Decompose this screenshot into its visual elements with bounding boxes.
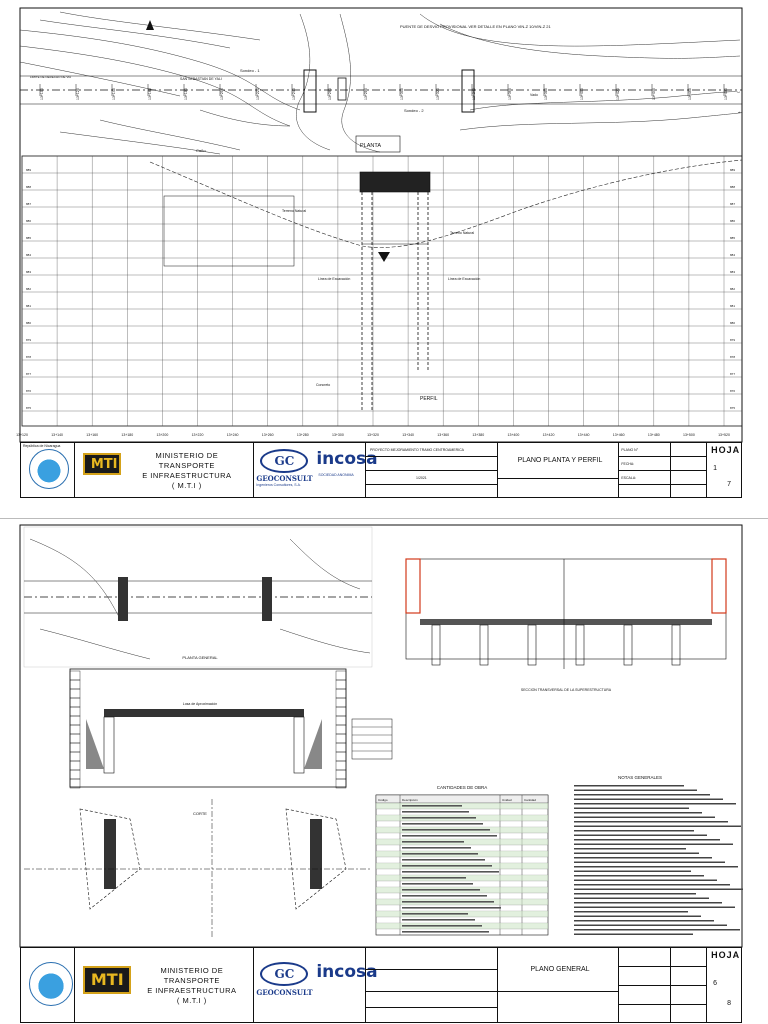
qty-row-desc-18 [402,913,468,915]
hoja-total: 7 [727,481,732,488]
republic-label: República de Nicaragua [23,444,61,448]
elev-left-8: 882 [26,287,32,291]
hoja-cell [707,443,741,497]
plane-title-2-row [498,948,619,992]
ministry-line-1: MINISTERIO DE TRANSPORTE [155,451,219,470]
note-line-21 [574,880,717,882]
water-level-icon [378,252,390,262]
sondeo-1-label: Sondeo - 1 [240,68,260,73]
wingwall-core-0 [104,819,116,889]
elev-right-1: 889 [730,168,736,172]
elev-right-9: 881 [730,304,736,308]
elev-left-4: 886 [26,219,32,223]
note-line-29 [574,916,701,918]
plane-title-2: PLANO GENERAL [530,966,590,973]
note-line-8 [574,821,728,823]
elev-right-15: 875 [730,406,736,410]
plan2-abutment-left [118,577,128,621]
info-row-1 [619,443,670,457]
elev-right-12: 878 [730,355,736,359]
note-line-32 [574,929,740,931]
note-line-12 [574,839,720,841]
qty-header-2: Unidad [502,798,512,802]
station-tag-3: 13+160 [148,88,152,100]
qty-row-desc-9 [402,859,485,861]
station-label-8: 13+280 [296,433,309,437]
note-line-25 [574,898,709,900]
pier [338,78,346,100]
hoja-label: HOJA [711,445,741,455]
qty-row-desc-2 [402,817,476,819]
plane-title-row [498,443,619,479]
ministry-2-line-1: MINISTERIO DE TRANSPORTE [160,966,224,985]
note-line-24 [574,893,696,895]
topo-contour-4 [60,12,260,40]
section-scale-right-0 [336,671,346,680]
drawing-sheet-plan-profile [0,0,768,500]
qty-row-desc-10 [402,865,492,867]
section-scale-right-10 [336,761,346,770]
qty-row-desc-19 [402,919,475,921]
nicaragua-seal-icon [29,449,69,489]
station-label-0: 13+120 [16,433,28,437]
note-line-11 [574,835,707,837]
qty-header-0: Código [378,798,388,802]
fecha-label: FECHA: [621,462,635,466]
title-block-info-cell-b [671,443,707,497]
qty-row-desc-16 [402,901,494,903]
geoconsult-logo-icon: GC [260,449,308,473]
incosa-logo-2: incosa [316,962,378,982]
sheet2-border [20,525,742,947]
station-label-6: 13+240 [226,433,239,437]
info2-row-b2 [671,967,706,986]
section-scale-left-2 [70,689,80,698]
ministry-line-3: ( M.T.I ) [171,481,202,490]
station-tag-5: 13+200 [220,88,224,100]
title-block-info-cell-a [619,443,671,497]
info2-row-3 [619,986,670,1005]
geoconsult-logo-icon-2: GC [260,962,308,986]
info2-row-b1 [671,948,706,967]
terreno-label-right: Terreno Natural [450,231,475,235]
qty-row-desc-8 [402,853,478,855]
qty-header-1: Descripción [402,798,418,802]
section-scale-right-5 [336,716,346,725]
qty-row-desc-3 [402,823,483,825]
topo-contour-7 [420,14,740,46]
title-block-seal-cell [21,443,75,497]
elev-left-2: 888 [26,185,32,189]
section-scale-left-11 [70,770,80,779]
section-frame [70,669,346,787]
section-scale-left-3 [70,698,80,707]
note-line-0 [574,785,684,787]
elev-left-6: 884 [26,253,32,257]
note-line-28 [574,911,688,913]
qty-row-desc-21 [402,931,489,933]
section-scale-left-4 [70,707,80,716]
station-label-5: 13+220 [191,433,204,437]
section-wall-left [104,717,114,773]
elev-left-7: 883 [26,270,32,274]
station-label-2: 13+160 [86,433,99,437]
qty-row-desc-14 [402,889,480,891]
info2-row-b3 [671,986,706,1005]
qty-row-desc-11 [402,871,499,873]
elev-left-9: 881 [26,304,32,308]
station-tag-10: 13+300 [400,88,404,100]
qty-row-desc-0 [402,805,462,807]
section-scale-right-9 [336,752,346,761]
note-line-27 [574,907,735,909]
note-line-10 [574,830,694,832]
station-tag-7: 13+240 [292,88,296,100]
perfil-title: PERFIL [420,396,438,402]
info-row-b2 [671,457,706,471]
station-label-15: 13+420 [542,433,555,437]
plan-note-top: PUENTE DE DESVIO PROVISIONAL VER DETALLE EN PLANO VIN-Z 10/VIN-Z 21 [400,24,551,29]
title-block-ministry-cell [75,443,255,497]
mti-logo-icon-2: MTI [83,966,131,994]
plane-title: PLANO PLANTA Y PERFIL [517,457,603,464]
station-label-11: 13+340 [402,433,414,437]
super-title: SECCION TRANSVERSAL DE LA SUPERESTRUCTURA [520,688,612,692]
elev-left-11: 879 [26,338,32,342]
station-label-20: 13+520 [718,433,730,437]
station-tag-9: 13+280 [364,88,368,100]
geoconsult-subtitle: Ingenieros Consultores, S.A. [256,483,301,487]
title-block-2-ministry-cell [75,948,255,1022]
note-line-18 [574,866,738,868]
geoconsult-name: GEOCONSULT [256,474,313,483]
elev-right-6: 884 [730,253,736,257]
qty-row-desc-6 [402,841,464,843]
elev-right-14: 876 [730,389,736,393]
note-line-15 [574,853,699,855]
ministry-2-line-3: ( M.T.I ) [176,996,207,1005]
note-line-16 [574,857,712,859]
note-line-9 [574,826,741,828]
station-label-13: 13+380 [472,433,485,437]
title-block-plane-title-cell [498,443,620,497]
station-tag-16: 13+420 [616,88,620,100]
station-tag-2: 13+140 [112,88,116,100]
ministry-name [127,451,247,491]
geoconsult-name-2: GEOCONSULT [256,988,313,997]
station-tag-17: 13+440 [652,88,656,100]
project-2-row-c [366,992,497,1008]
escala-label: ESCALA: [621,476,637,480]
topo-contour-3 [40,20,230,48]
plan2-abutment-right [262,577,272,621]
note-line-4 [574,803,736,805]
san-sebastian-label: SAN SEBASTIAN DE YALI [180,77,222,81]
note-line-33 [574,934,693,936]
section-scale-right-8 [336,743,346,752]
qty-row-desc-4 [402,829,490,831]
topo-contour-8 [440,24,740,58]
project-row [366,443,497,457]
elev-right-3: 887 [730,202,736,206]
station-tag-15: 13+400 [580,88,584,100]
note-line-14 [574,848,686,850]
note-line-31 [574,925,727,927]
title-block-2-info-b [671,948,707,1022]
topo-contour-2 [20,62,180,96]
wingwall-core-1 [310,819,322,889]
ministry-name-2 [133,966,251,1006]
station-tag-11: 13+320 [436,88,440,100]
station-tag-4: 13+180 [184,88,188,100]
info-row-b1 [671,443,706,457]
topo-contour-13 [200,110,290,126]
project-2-row [366,948,497,970]
note-line-26 [574,902,722,904]
detail-frame [164,196,294,266]
note-line-30 [574,920,714,922]
railing-left [406,559,420,613]
station-tag-1: 13+120 [76,88,80,100]
title-block-2-project-cell [366,948,498,1022]
title-block-2-plane-title-cell [498,948,620,1022]
section-fill-right [304,719,322,769]
ministry-line-2: E INFRAESTRUCTURA [142,471,232,480]
profile-frame [22,156,742,426]
section-scale-right-7 [336,734,346,743]
info-row-b3 [671,471,706,485]
station-tag-12: 13+340 [472,88,476,100]
station-label-3: 13+180 [121,433,134,437]
project-name: PROYECTO MEJORAMIENTO TRAMO CENTROAMERICA [370,448,464,452]
incosa-logo: incosa [316,449,378,469]
note-line-2 [574,794,710,796]
section-scale-right-4 [336,707,346,716]
cano-label: Caño [196,148,206,153]
section-scale-left-7 [70,734,80,743]
title-block-2-consultant-cell [254,948,378,1022]
info2-row-2 [619,967,670,986]
qty-header-3: Cantidad [524,798,537,802]
elev-left-13: 877 [26,372,32,376]
elev-right-2: 888 [730,185,736,189]
note-line-23 [574,889,743,891]
station-label-16: 13+440 [577,433,590,437]
legend-box [352,719,392,759]
elev-right-7: 883 [730,270,736,274]
section-scale-left-9 [70,752,80,761]
info2-row-1 [619,948,670,967]
section-scale-right-3 [336,698,346,707]
title-block-2 [20,947,742,1023]
hoja-label-2: HOJA [711,950,741,960]
note-line-17 [574,862,725,864]
elev-right-13: 877 [730,372,736,376]
station-label-10: 13+320 [367,433,379,437]
plan2-contour-3 [280,629,370,653]
topo-contour-10 [460,112,741,130]
project-2-row-b [366,970,497,992]
railing-right [712,559,726,613]
station-label-4: 13+200 [156,433,169,437]
section-scale-left-10 [70,761,80,770]
date-row [366,471,497,485]
elev-left-1: 889 [26,168,32,172]
note-line-7 [574,817,715,819]
plan2-contour-0 [30,539,120,619]
note-line-13 [574,844,733,846]
section-scale-left-0 [70,671,80,680]
hoja-total-2: 8 [727,1000,732,1007]
station-label-12: 13+360 [437,433,450,437]
elev-left-5: 885 [26,236,32,240]
section-deck [104,709,304,717]
station-label-9: 13+300 [332,433,344,437]
super-frame [406,559,726,659]
station-label-7: 13+260 [261,433,274,437]
plan-profile-drawing [0,0,768,500]
incosa-subtitle: SOCIEDAD ANONIMA [318,473,354,477]
super-deck [420,619,712,625]
plan2-contour-1 [40,629,150,659]
qty-row-desc-12 [402,877,466,879]
topo-contour-11 [100,120,240,150]
blank-row-1 [366,457,497,471]
vado-label: Vado [530,93,538,97]
section-wall-right [294,717,304,773]
elev-left-12: 878 [26,355,32,359]
section-fill-left [86,719,104,769]
qty-row-desc-20 [402,925,482,927]
title-block-2-seal-cell [21,948,75,1022]
hoja-cell-2 [707,948,741,1022]
excavacion-left-label: Linea de Excavación [318,277,351,281]
abutment-left [304,70,316,112]
station-tag-6: 13+220 [256,88,260,100]
elev-left-14: 876 [26,389,32,393]
section-scale-left-6 [70,725,80,734]
corte-title: CORTE [193,811,207,816]
section-scale-right-11 [336,770,346,779]
section-scale-right-2 [336,689,346,698]
note-line-22 [574,884,730,886]
elev-right-4: 886 [730,219,736,223]
note-line-3 [574,799,723,801]
elev-right-11: 879 [730,338,736,342]
info-row-3 [619,471,670,485]
station-label-17: 13+460 [612,433,625,437]
hoja-number: 1 [713,465,718,472]
elev-left-10: 880 [26,321,32,325]
topo-contour-5 [296,14,330,150]
terreno-label: Terreno Natural [282,209,307,213]
note-line-19 [574,871,691,873]
planta-title: PLANTA [360,143,381,149]
title-block-project-cell [366,443,498,497]
station-tag-19: 13+480 [724,88,728,100]
station-tag-13: 13+360 [508,88,512,100]
station-tag-18: 13+460 [688,88,692,100]
info-row-2 [619,457,670,471]
section-scale-left-8 [70,743,80,752]
plan2-contour-2 [290,539,360,589]
limite-label: LIMITE DE DERECHO DE VIA [30,75,72,79]
station-tag-8: 13+260 [328,88,332,100]
section-scale-left-5 [70,716,80,725]
elev-right-5: 885 [730,236,736,240]
elev-left-3: 887 [26,202,32,206]
hoja-number-2: 6 [713,980,718,987]
plano-label: PLANO N° [621,448,639,452]
note-line-1 [574,790,697,792]
note-line-5 [574,808,689,810]
station-label-1: 13+140 [51,433,63,437]
qty-row-desc-7 [402,847,471,849]
plan2-title: PLANTA GENERAL [182,655,218,660]
notes-title: NOTAS GENERALES [618,775,662,780]
section-scale-right-6 [336,725,346,734]
station-label-19: 13+500 [683,433,695,437]
losa-label: Losa de Aproximación [182,702,218,706]
mti-logo-icon: MTI [83,453,121,475]
sondeo-2-label: Sondeo - 2 [404,108,424,113]
sheet-separator [0,500,768,518]
nicaragua-seal-icon-2 [29,962,73,1006]
qty-row-desc-5 [402,835,497,837]
note-line-6 [574,812,702,814]
title-block [20,442,742,498]
topo-contour-1 [20,46,290,126]
concreto-label: Concreto [316,383,331,387]
qty-row-desc-1 [402,811,469,813]
qty-row-desc-13 [402,883,473,885]
station-tag-0: 13+100 [40,88,44,100]
elev-left-15: 875 [26,406,32,410]
title-block-2-info-a [619,948,671,1022]
station-label-18: 13+480 [647,433,660,437]
section-scale-right-1 [336,680,346,689]
qty-row-desc-17 [402,907,501,909]
elev-right-8: 882 [730,287,736,291]
date-value: 1/2021 [416,476,427,480]
elev-right-10: 880 [730,321,736,325]
excavacion-right-label: Linea de Excavación [448,277,481,281]
qty-row-desc-15 [402,895,487,897]
ministry-2-line-2: E INFRAESTRUCTURA [147,986,237,995]
station-tag-14: 13+380 [544,88,548,100]
section-scale-left-1 [70,680,80,689]
title-block-consultant-cell [254,443,378,497]
qty-title: CANTIDADES DE OBRA [436,785,488,790]
drawing-sheet-general [0,518,768,1024]
note-line-20 [574,875,704,877]
station-label-14: 13+400 [507,433,520,437]
bridge-deck-profile [360,172,430,192]
